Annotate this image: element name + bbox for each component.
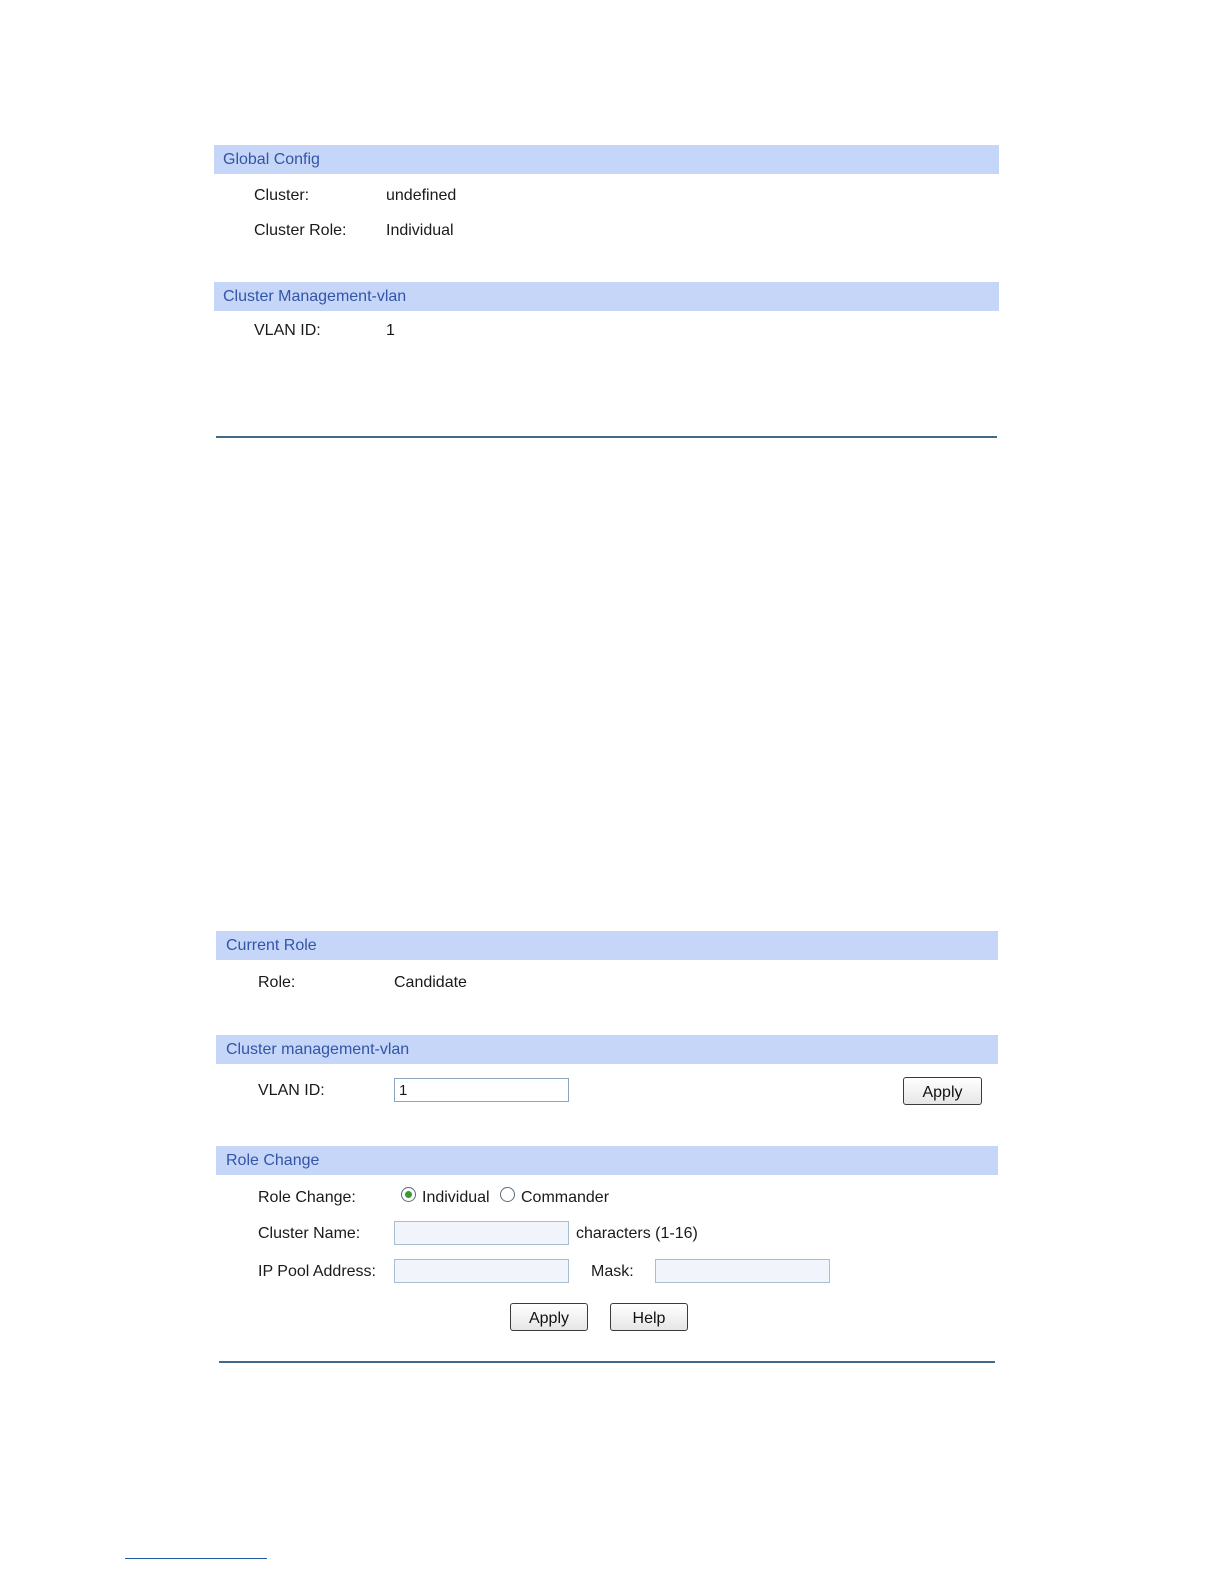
help-button[interactable]: Help	[610, 1303, 688, 1331]
cluster-management-vlan-title: Cluster management-vlan	[226, 1041, 410, 1058]
role-change-title: Role Change	[226, 1152, 320, 1169]
cluster-value: undefined	[386, 187, 457, 204]
cluster-name-hint: characters (1-16)	[576, 1225, 698, 1242]
panel-divider	[216, 436, 997, 438]
cluster-role-value: Individual	[386, 222, 454, 239]
vlan-id-label: VLAN ID:	[258, 1082, 325, 1099]
vlan-id-input[interactable]	[394, 1078, 569, 1102]
vlan-id-label: VLAN ID:	[254, 322, 321, 339]
radio-individual-label[interactable]: Individual	[422, 1189, 490, 1206]
radio-commander[interactable]	[500, 1187, 515, 1202]
cluster-name-input[interactable]	[394, 1221, 569, 1245]
role-value: Candidate	[394, 974, 467, 991]
panel-divider	[219, 1361, 995, 1363]
cluster-label: Cluster:	[254, 187, 310, 204]
radio-selected-dot	[405, 1191, 412, 1198]
current-role-header	[216, 931, 998, 960]
role-change-header	[216, 1146, 998, 1175]
vlan-id-value: 1	[386, 322, 395, 339]
mask-label: Mask:	[591, 1263, 634, 1280]
ip-pool-address-input[interactable]	[394, 1259, 569, 1283]
footnote-rule	[125, 1558, 267, 1559]
mask-input[interactable]	[655, 1259, 830, 1283]
role-change-label: Role Change:	[258, 1189, 356, 1206]
global-config-title: Global Config	[223, 151, 320, 168]
role-label: Role:	[258, 974, 296, 991]
apply-button[interactable]: Apply	[510, 1303, 588, 1331]
cluster-name-label: Cluster Name:	[258, 1225, 361, 1242]
radio-commander-label[interactable]: Commander	[521, 1189, 610, 1206]
global-config-header	[214, 145, 999, 174]
cluster-management-vlan-header	[214, 282, 999, 311]
ip-pool-address-label: IP Pool Address:	[258, 1263, 376, 1280]
radio-individual[interactable]	[401, 1187, 416, 1202]
current-role-title: Current Role	[226, 937, 317, 954]
cluster-management-vlan-title: Cluster Management-vlan	[223, 288, 407, 305]
cluster-management-vlan-header	[216, 1035, 998, 1064]
cluster-role-label: Cluster Role:	[254, 222, 347, 239]
apply-vlan-button[interactable]: Apply	[903, 1077, 982, 1105]
